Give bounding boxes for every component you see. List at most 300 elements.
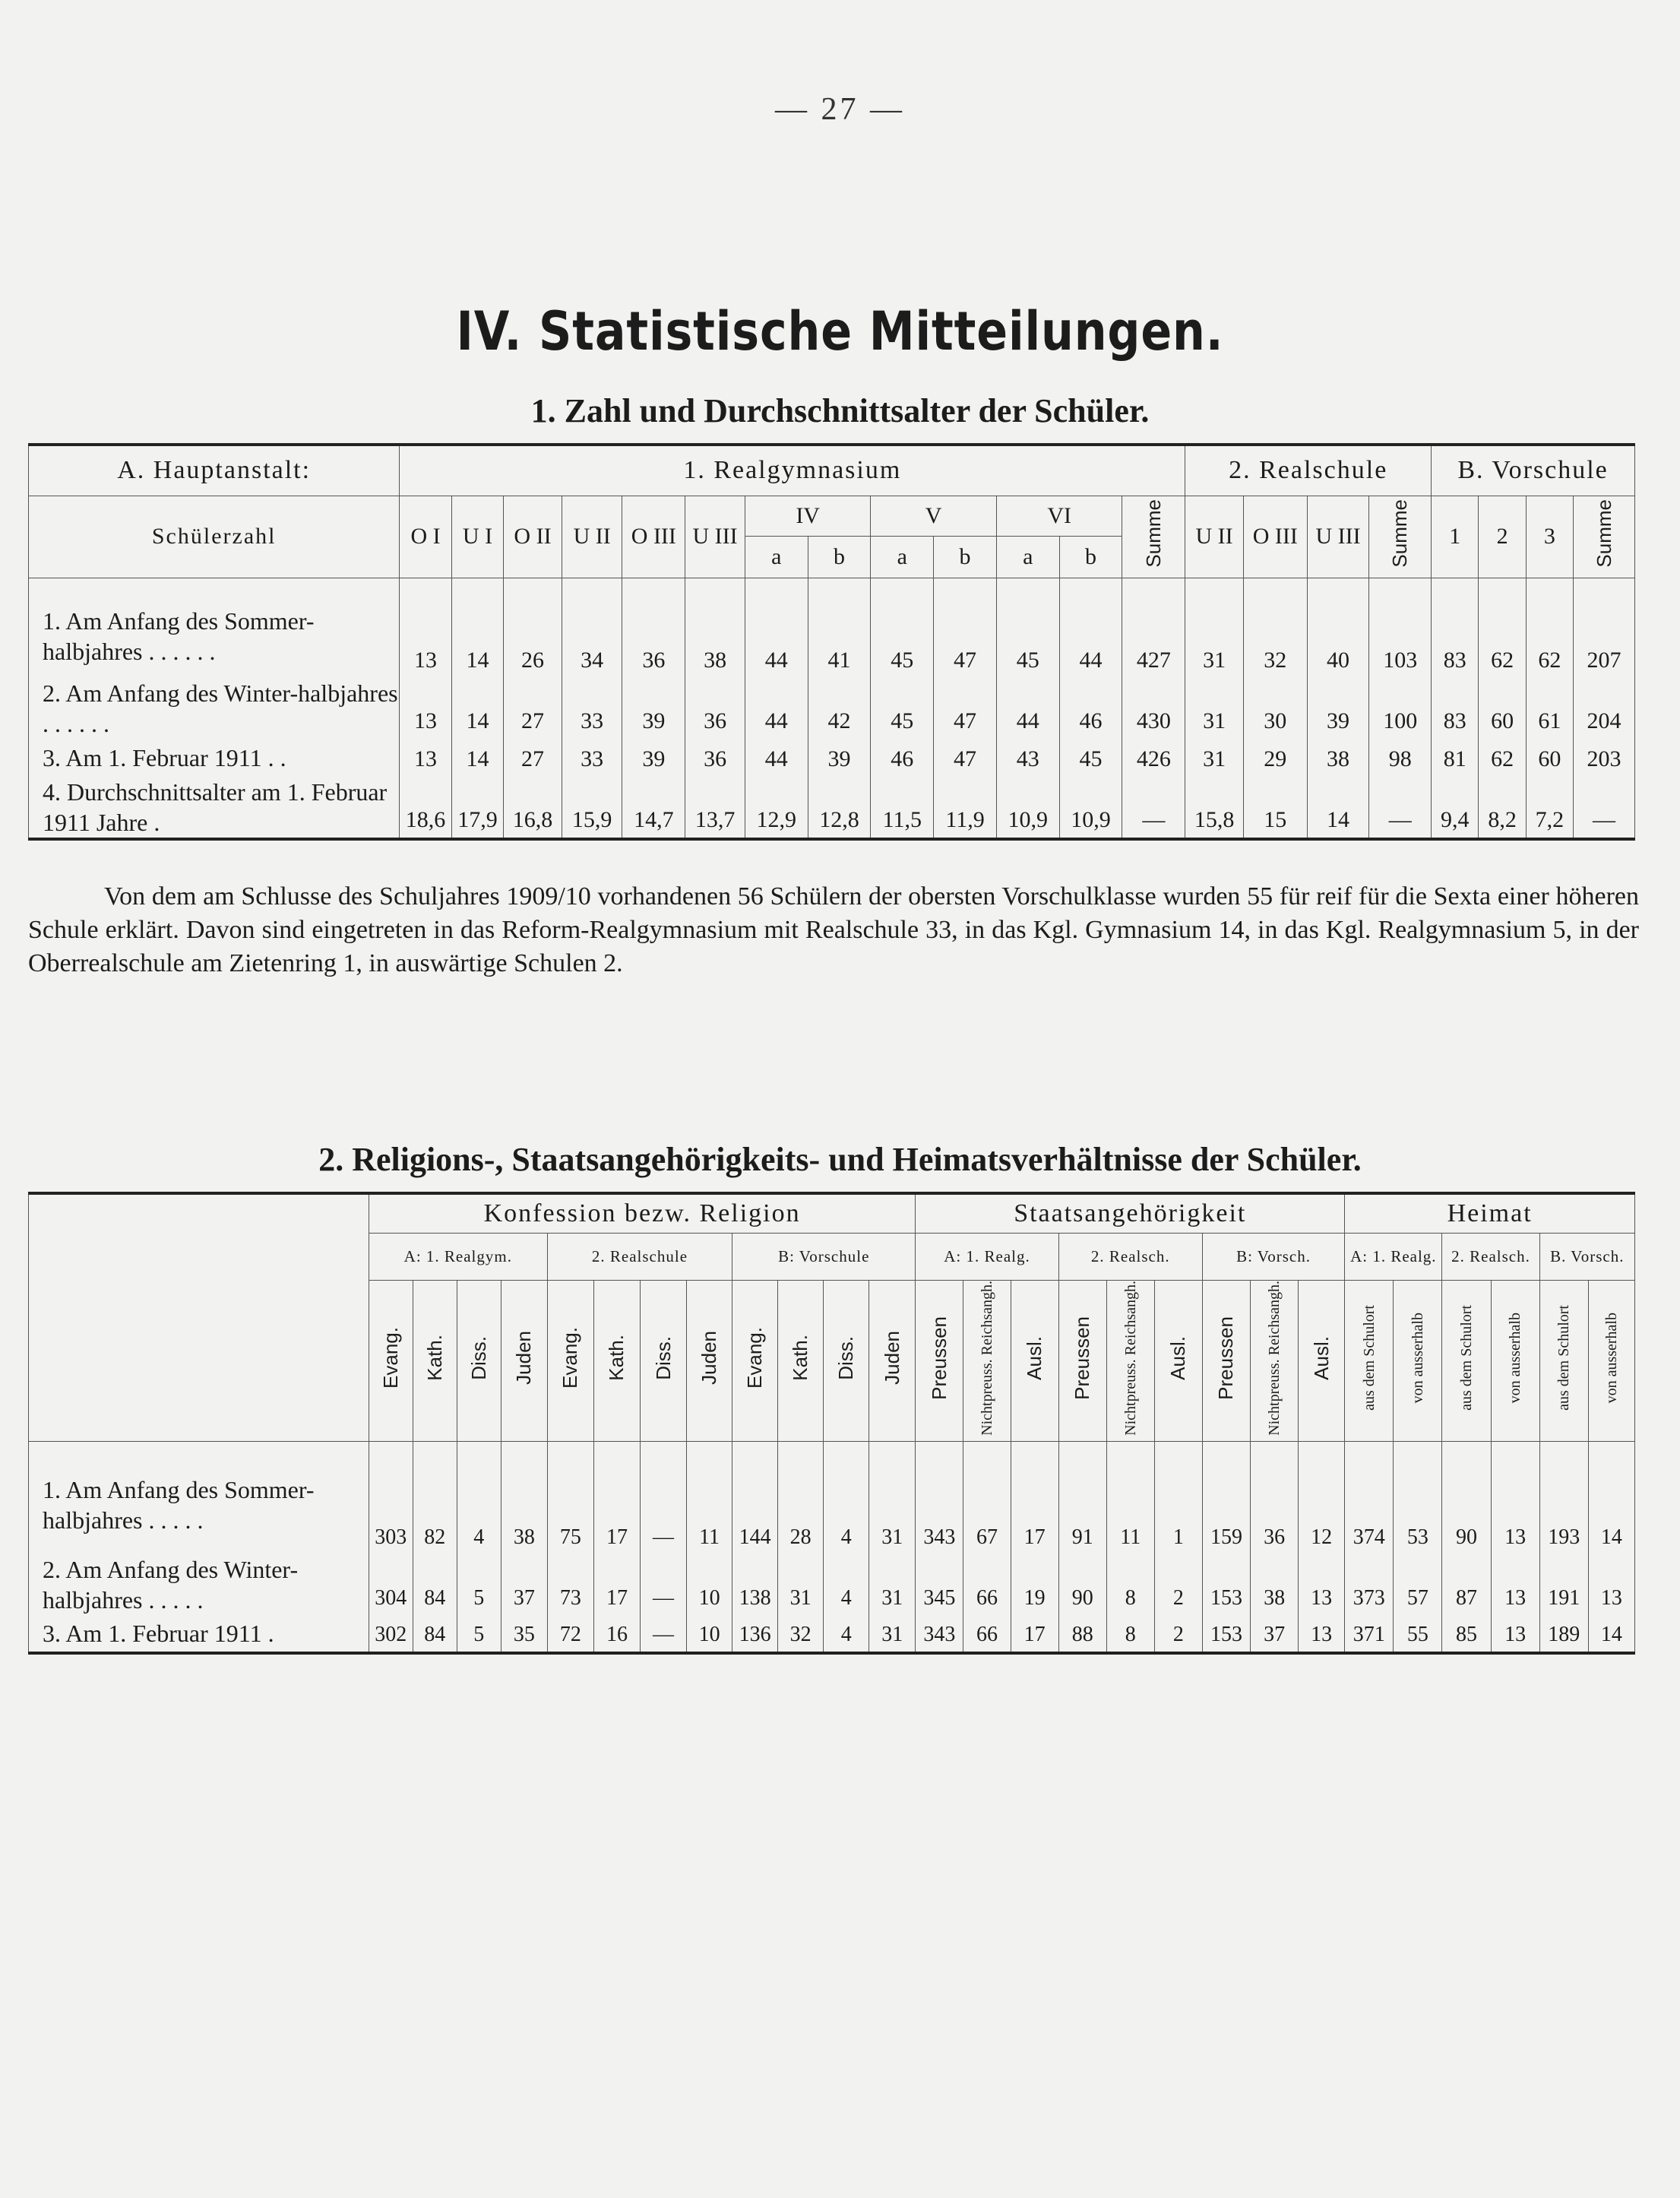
table-cell: 31 (778, 1554, 824, 1615)
col-rs-uiii: U III (1307, 496, 1369, 578)
table-cell: 35 (501, 1615, 547, 1653)
col-iv: IV (745, 496, 871, 536)
table-row (29, 739, 1635, 777)
table-cell: 16 (593, 1615, 640, 1653)
table-cell: 45 (871, 594, 934, 678)
col-vi-a: a (996, 536, 1059, 578)
t1-spacer-cell (808, 578, 871, 594)
table-cell: — (640, 1554, 686, 1615)
t2-spacer-cell (1442, 1442, 1491, 1455)
row-label: 2. Am Anfang des Winter-halbjahres . . . . . (29, 1554, 369, 1615)
t2-col-label: aus dem Schulort (1360, 1304, 1378, 1411)
t2-spacer-cell (963, 1442, 1011, 1455)
table-cell: 31 (1185, 594, 1244, 678)
row-label: 1. Am Anfang des Sommer-halbjahres . . . . . . (29, 594, 400, 678)
t2-spacer-cell (369, 1442, 413, 1455)
konf-vorschule: B: Vorschule (732, 1233, 916, 1280)
corner-hauptanstalt: A. Hauptanstalt: (29, 445, 400, 496)
table-cell: 72 (547, 1615, 593, 1653)
table-cell: 45 (1059, 739, 1122, 777)
t2-col-label: von ausserhalb (1507, 1312, 1524, 1404)
t2-col-header (687, 1280, 732, 1442)
table-cell: 83 (1432, 678, 1479, 739)
table-cell: 27 (504, 739, 562, 777)
group-vorschule: B. Vorschule (1432, 445, 1635, 496)
t2-spacer-cell (413, 1442, 457, 1455)
t2-col-label: Nichtpreuss. Reichsangh. (1266, 1280, 1283, 1436)
t1-spacer-cell (562, 578, 622, 594)
table-cell: 4 (824, 1615, 869, 1653)
table-cell: 207 (1574, 594, 1635, 678)
t1-spacer-cell (1432, 578, 1479, 594)
table-cell: 57 (1394, 1554, 1442, 1615)
group-heimat: Heimat (1345, 1193, 1635, 1233)
table-cell: 343 (916, 1615, 963, 1653)
t2-spacer-cell (457, 1442, 501, 1455)
t2-col-header (824, 1280, 869, 1442)
table-cell: 11 (1106, 1455, 1154, 1554)
t2-col-label: aus dem Schulort (1555, 1304, 1573, 1411)
t2-col-label: von ausserhalb (1602, 1312, 1620, 1404)
table-cell: 41 (808, 594, 871, 678)
table-cell: 1 (1154, 1455, 1202, 1554)
t2-col-label: Juden (512, 1331, 536, 1385)
table-cell: 84 (413, 1554, 457, 1615)
table-cell: 14 (1588, 1455, 1634, 1554)
table-cell: 4 (824, 1554, 869, 1615)
table-cell: 103 (1369, 594, 1432, 678)
t2-col-label: Ausl. (1309, 1335, 1333, 1380)
table-cell: 31 (869, 1615, 916, 1653)
table-cell: 138 (732, 1554, 778, 1615)
table-cell: 17 (593, 1554, 640, 1615)
t2-spacer-cell (1011, 1442, 1058, 1455)
t2-col-label: Evang. (378, 1326, 402, 1389)
table-cell: 60 (1526, 739, 1573, 777)
col-rs-uii: U II (1185, 496, 1244, 578)
table-cell: 13 (400, 678, 451, 739)
table-cell: — (640, 1615, 686, 1653)
t2-col-label: Juden (698, 1331, 721, 1385)
table-cell: 26 (504, 594, 562, 678)
col-v-a: a (871, 536, 934, 578)
staat-realsch: 2. Realsch. (1058, 1233, 1202, 1280)
table-cell: 66 (963, 1615, 1011, 1653)
table1-title: 1. Zahl und Durchschnittsalter der Schüler. (530, 392, 1150, 429)
t1-spacer-cell (400, 578, 451, 594)
t2-col-header (413, 1280, 457, 1442)
table-cell: 203 (1574, 739, 1635, 777)
table-cell: 31 (1185, 739, 1244, 777)
t2-corner (29, 1193, 369, 1442)
t2-col-header (1058, 1280, 1106, 1442)
table-cell: 31 (869, 1554, 916, 1615)
table-cell: 62 (1526, 594, 1573, 678)
table-cell: 304 (369, 1554, 413, 1615)
col-iv-a: a (745, 536, 808, 578)
t2-spacer-cell (29, 1442, 369, 1455)
table-cell: 17 (1011, 1615, 1058, 1653)
t2-col-label: Diss. (834, 1335, 858, 1380)
table-cell: 55 (1394, 1615, 1442, 1653)
t1-spacer-cell (29, 578, 400, 594)
table-cell: 2 (1154, 1554, 1202, 1615)
table-cell: 67 (963, 1455, 1011, 1554)
table-cell: 31 (1185, 678, 1244, 739)
table-cell: 153 (1202, 1554, 1250, 1615)
table-cell: 91 (1058, 1455, 1106, 1554)
table-cell: 15 (1243, 777, 1307, 839)
table-cell: 44 (1059, 594, 1122, 678)
t1-spacer-cell (745, 578, 808, 594)
table-cell: 13 (400, 594, 451, 678)
page-number: — 27 — (775, 92, 905, 127)
table-cell: 36 (685, 678, 745, 739)
col-vs-2: 2 (1479, 496, 1526, 578)
table-cell: 62 (1479, 739, 1526, 777)
table2-title: 2. Religions-, Staatsangehörigkeits- und Heimatsverhältnisse der Schüler. (318, 1141, 1362, 1178)
table-cell: 14 (451, 739, 503, 777)
table-cell: 75 (547, 1455, 593, 1554)
table-cell: 53 (1394, 1455, 1442, 1554)
col-vs-1: 1 (1432, 496, 1479, 578)
table-cell: 12,8 (808, 777, 871, 839)
table-cell: 19 (1011, 1554, 1058, 1615)
table-cell: 13 (1491, 1554, 1539, 1615)
t2-col-header (547, 1280, 593, 1442)
t2-col-header (1154, 1280, 1202, 1442)
t2-spacer-cell (1106, 1442, 1154, 1455)
t1-spacer-cell (1479, 578, 1526, 594)
heimat-realsch: 2. Realsch. (1442, 1233, 1539, 1280)
table-row (29, 1615, 1635, 1653)
col-vs-3: 3 (1526, 496, 1573, 578)
table-cell: 10,9 (1059, 777, 1122, 839)
table-cell: 13 (1588, 1554, 1634, 1615)
table-cell: 11,9 (934, 777, 997, 839)
table-cell: 11,5 (871, 777, 934, 839)
table-cell: 46 (1059, 678, 1122, 739)
row-label: 3. Am 1. Februar 1911 . (29, 1615, 369, 1653)
table-row (29, 777, 1635, 839)
table-cell: 144 (732, 1455, 778, 1554)
col-summe-rs: Summe (1369, 496, 1432, 578)
t2-col-header (963, 1280, 1011, 1442)
table-cell: 62 (1479, 594, 1526, 678)
table-cell: 88 (1058, 1615, 1106, 1653)
col-rs-oiii: O III (1243, 496, 1307, 578)
table-cell: 73 (547, 1554, 593, 1615)
table-cell: 43 (996, 739, 1059, 777)
t2-col-label: Preussen (1214, 1316, 1238, 1400)
table-cell: 46 (871, 739, 934, 777)
t1-spacer-cell (504, 578, 562, 594)
table-cell: 15,9 (562, 777, 622, 839)
t2-col-label: Ausl. (1023, 1335, 1046, 1380)
table-cell: 430 (1122, 678, 1185, 739)
table-cell: 9,4 (1432, 777, 1479, 839)
t2-spacer-cell (1491, 1442, 1539, 1455)
table-cell: 13 (400, 739, 451, 777)
table-cell: 60 (1479, 678, 1526, 739)
konf-realgym: A: 1. Realgym. (369, 1233, 547, 1280)
col-uii: U II (562, 496, 622, 578)
row-label: 3. Am 1. Februar 1911 . . (29, 739, 400, 777)
table-cell: 13 (1299, 1554, 1345, 1615)
table-cell: 193 (1539, 1455, 1588, 1554)
t2-col-label: Diss. (651, 1335, 675, 1380)
col-vi-b: b (1059, 536, 1122, 578)
row-label: 2. Am Anfang des Winter-halbjahres . . . . . . (29, 678, 400, 739)
vorschule-note: Von dem am Schlusse des Schuljahres 1909/10 vorhandenen 56 Schülern der obersten Vorschulklasse wurden 55 für reif für die Sexta einer höheren Schule erklärt. Davon sind eingetreten in das Reform-Realgymnasium mit Realschule 33, in das Kgl. Gymnasium 14, in das Kgl. Realgymnasium 5, in der Oberrealschule am Zietenring 1, in auswärtige Schulen 2. (28, 882, 1639, 977)
col-summe-rg: Summe (1122, 496, 1185, 578)
table-cell: 83 (1432, 594, 1479, 678)
t2-col-label: Nichtpreuss. Reichsangh. (1122, 1280, 1139, 1436)
t1-spacer-cell (871, 578, 934, 594)
table-cell: 14 (1588, 1615, 1634, 1653)
table-cell: 159 (1202, 1455, 1250, 1554)
table-cell: — (1369, 777, 1432, 839)
table-row (29, 678, 1635, 739)
t1-spacer-cell (1122, 578, 1185, 594)
t2-col-label: Ausl. (1166, 1335, 1190, 1380)
table-cell: 17,9 (451, 777, 503, 839)
table-cell: 31 (869, 1455, 916, 1554)
table-cell: 90 (1442, 1455, 1491, 1554)
table-cell: 44 (745, 594, 808, 678)
t2-spacer-cell (593, 1442, 640, 1455)
t2-col-header (1202, 1280, 1250, 1442)
col-iv-b: b (808, 536, 871, 578)
table-cell: — (1574, 777, 1635, 839)
t2-col-label: Evang. (558, 1326, 582, 1389)
table-cell: 302 (369, 1615, 413, 1653)
t2-col-header (640, 1280, 686, 1442)
t2-col-header (1299, 1280, 1345, 1442)
table-cell: 12 (1299, 1455, 1345, 1554)
t2-spacer-cell (1299, 1442, 1345, 1455)
table-cell: 5 (457, 1615, 501, 1653)
t2-spacer-cell (1345, 1442, 1394, 1455)
table-cell: 30 (1243, 678, 1307, 739)
t1-spacer (29, 578, 1635, 594)
t1-spacer-cell (1243, 578, 1307, 594)
t2-col-header (1491, 1280, 1539, 1442)
table-cell: 45 (871, 678, 934, 739)
row-label: 1. Am Anfang des Sommer-halbjahres . . . . . (29, 1455, 369, 1554)
t2-col-label: Evang. (743, 1326, 767, 1389)
table-cell: 39 (808, 739, 871, 777)
table-cell: 38 (685, 594, 745, 678)
t1-spacer-cell (1369, 578, 1432, 594)
t2-col-header (1539, 1280, 1588, 1442)
table-cell: 33 (562, 739, 622, 777)
table-cell: 13 (1491, 1615, 1539, 1653)
col-summe-vs: Summe (1574, 496, 1635, 578)
table-cell: 5 (457, 1554, 501, 1615)
t2-col-header (1345, 1280, 1394, 1442)
t1-spacer-cell (1307, 578, 1369, 594)
table-cell: — (640, 1455, 686, 1554)
table-cell: 42 (808, 678, 871, 739)
t2-spacer-cell (501, 1442, 547, 1455)
table-cell: 8 (1106, 1554, 1154, 1615)
table-cell: — (1122, 777, 1185, 839)
col-v: V (871, 496, 997, 536)
table-cell: 47 (934, 678, 997, 739)
table-cell: 38 (501, 1455, 547, 1554)
table-cell: 39 (622, 678, 685, 739)
t2-col-header (732, 1280, 778, 1442)
table-cell: 16,8 (504, 777, 562, 839)
t2-col-label: von ausserhalb (1409, 1312, 1426, 1404)
table-cell: 38 (1307, 739, 1369, 777)
table-cell: 37 (1251, 1615, 1299, 1653)
col-ui: U I (451, 496, 503, 578)
t2-col-header (501, 1280, 547, 1442)
table-cell: 29 (1243, 739, 1307, 777)
t1-spacer-cell (622, 578, 685, 594)
t2-spacer-cell (547, 1442, 593, 1455)
t2-col-header (593, 1280, 640, 1442)
table-cell: 10 (687, 1554, 732, 1615)
table-cell: 90 (1058, 1554, 1106, 1615)
table-cell: 44 (745, 739, 808, 777)
table-cell: 82 (413, 1455, 457, 1554)
table-cell: 13 (1299, 1615, 1345, 1653)
table-cell: 191 (1539, 1554, 1588, 1615)
group-staatsangehoerigkeit: Staatsangehörigkeit (916, 1193, 1345, 1233)
group-konfession: Konfession bezw. Religion (369, 1193, 916, 1233)
col-oii: O II (504, 496, 562, 578)
table-cell: 33 (562, 678, 622, 739)
table-cell: 100 (1369, 678, 1432, 739)
table-cell: 28 (778, 1455, 824, 1554)
table-cell: 426 (1122, 739, 1185, 777)
t2-col-label: aus dem Schulort (1457, 1304, 1475, 1411)
table-row (29, 1455, 1635, 1554)
table-cell: 303 (369, 1455, 413, 1554)
t2-col-label: Diss. (467, 1335, 490, 1380)
table-cell: 136 (732, 1615, 778, 1653)
table-cell: 32 (778, 1615, 824, 1653)
t1-spacer-cell (1185, 578, 1244, 594)
table-cell: 87 (1442, 1554, 1491, 1615)
t2-col-header (1011, 1280, 1058, 1442)
table-cell: 39 (622, 739, 685, 777)
table-cell: 12,9 (745, 777, 808, 839)
col-vi: VI (996, 496, 1122, 536)
table-row (29, 1554, 1635, 1615)
staat-realg: A: 1. Realg. (916, 1233, 1058, 1280)
t2-col-label: Nichtpreuss. Reichsangh. (979, 1280, 995, 1436)
t2-spacer-cell (916, 1442, 963, 1455)
t2-col-header (1251, 1280, 1299, 1442)
t2-col-header (1442, 1280, 1491, 1442)
table-cell: 10 (687, 1615, 732, 1653)
t1-spacer-cell (1574, 578, 1635, 594)
t2-spacer-cell (640, 1442, 686, 1455)
t2-col-label: Kath. (422, 1335, 446, 1381)
t2-spacer (29, 1442, 1635, 1455)
staat-vorsch: B: Vorsch. (1202, 1233, 1344, 1280)
pupil-count-table (28, 443, 1635, 841)
table-cell: 345 (916, 1554, 963, 1615)
table-cell: 18,6 (400, 777, 451, 839)
t2-spacer-cell (1251, 1442, 1299, 1455)
table-cell: 14 (451, 678, 503, 739)
table-cell: 39 (1307, 678, 1369, 739)
table-cell: 373 (1345, 1554, 1394, 1615)
t2-spacer-cell (1539, 1442, 1588, 1455)
t1-spacer-cell (685, 578, 745, 594)
t2-spacer-cell (869, 1442, 916, 1455)
t2-spacer-cell (1058, 1442, 1106, 1455)
table-cell: 4 (824, 1455, 869, 1554)
t2-spacer-cell (687, 1442, 732, 1455)
table-cell: 36 (622, 594, 685, 678)
t2-spacer-cell (824, 1442, 869, 1455)
table-cell: 36 (1251, 1455, 1299, 1554)
t2-col-header (1588, 1280, 1634, 1442)
t1-spacer-cell (1059, 578, 1122, 594)
table-cell: 15,8 (1185, 777, 1244, 839)
group-realschule: 2. Realschule (1185, 445, 1432, 496)
t2-col-header (869, 1280, 916, 1442)
t2-spacer-cell (778, 1442, 824, 1455)
t2-col-label: Juden (880, 1331, 903, 1385)
religion-nationality-table (28, 1192, 1635, 1655)
table-cell: 47 (934, 739, 997, 777)
t2-col-label: Kath. (789, 1335, 812, 1381)
table-cell: 14 (1307, 777, 1369, 839)
table-cell: 34 (562, 594, 622, 678)
t2-col-header (916, 1280, 963, 1442)
t2-col-header (1394, 1280, 1442, 1442)
table-cell: 189 (1539, 1615, 1588, 1653)
t1-spacer-cell (996, 578, 1059, 594)
table-cell: 32 (1243, 594, 1307, 678)
table-cell: 61 (1526, 678, 1573, 739)
table-cell: 343 (916, 1455, 963, 1554)
t2-col-label: Preussen (1071, 1316, 1094, 1400)
table-cell: 98 (1369, 739, 1432, 777)
table-cell: 8,2 (1479, 777, 1526, 839)
col-uiii: U III (685, 496, 745, 578)
table-cell: 10,9 (996, 777, 1059, 839)
table-cell: 38 (1251, 1554, 1299, 1615)
table-cell: 44 (745, 678, 808, 739)
section-title: IV. Statistische Mitteilungen. (456, 300, 1224, 363)
t2-col-header (1106, 1280, 1154, 1442)
col-oiii: O III (622, 496, 685, 578)
table-cell: 66 (963, 1554, 1011, 1615)
table-cell: 27 (504, 678, 562, 739)
table-cell: 13 (1491, 1455, 1539, 1554)
table-cell: 204 (1574, 678, 1635, 739)
konf-realschule: 2. Realschule (547, 1233, 732, 1280)
table-cell: 47 (934, 594, 997, 678)
table-cell: 17 (593, 1455, 640, 1554)
table-cell: 14,7 (622, 777, 685, 839)
t2-spacer-cell (1588, 1442, 1634, 1455)
table-row (29, 594, 1635, 678)
table-cell: 7,2 (1526, 777, 1573, 839)
table-cell: 374 (1345, 1455, 1394, 1554)
heimat-vorsch: B. Vorsch. (1539, 1233, 1634, 1280)
t2-col-header (369, 1280, 413, 1442)
table-cell: 85 (1442, 1615, 1491, 1653)
